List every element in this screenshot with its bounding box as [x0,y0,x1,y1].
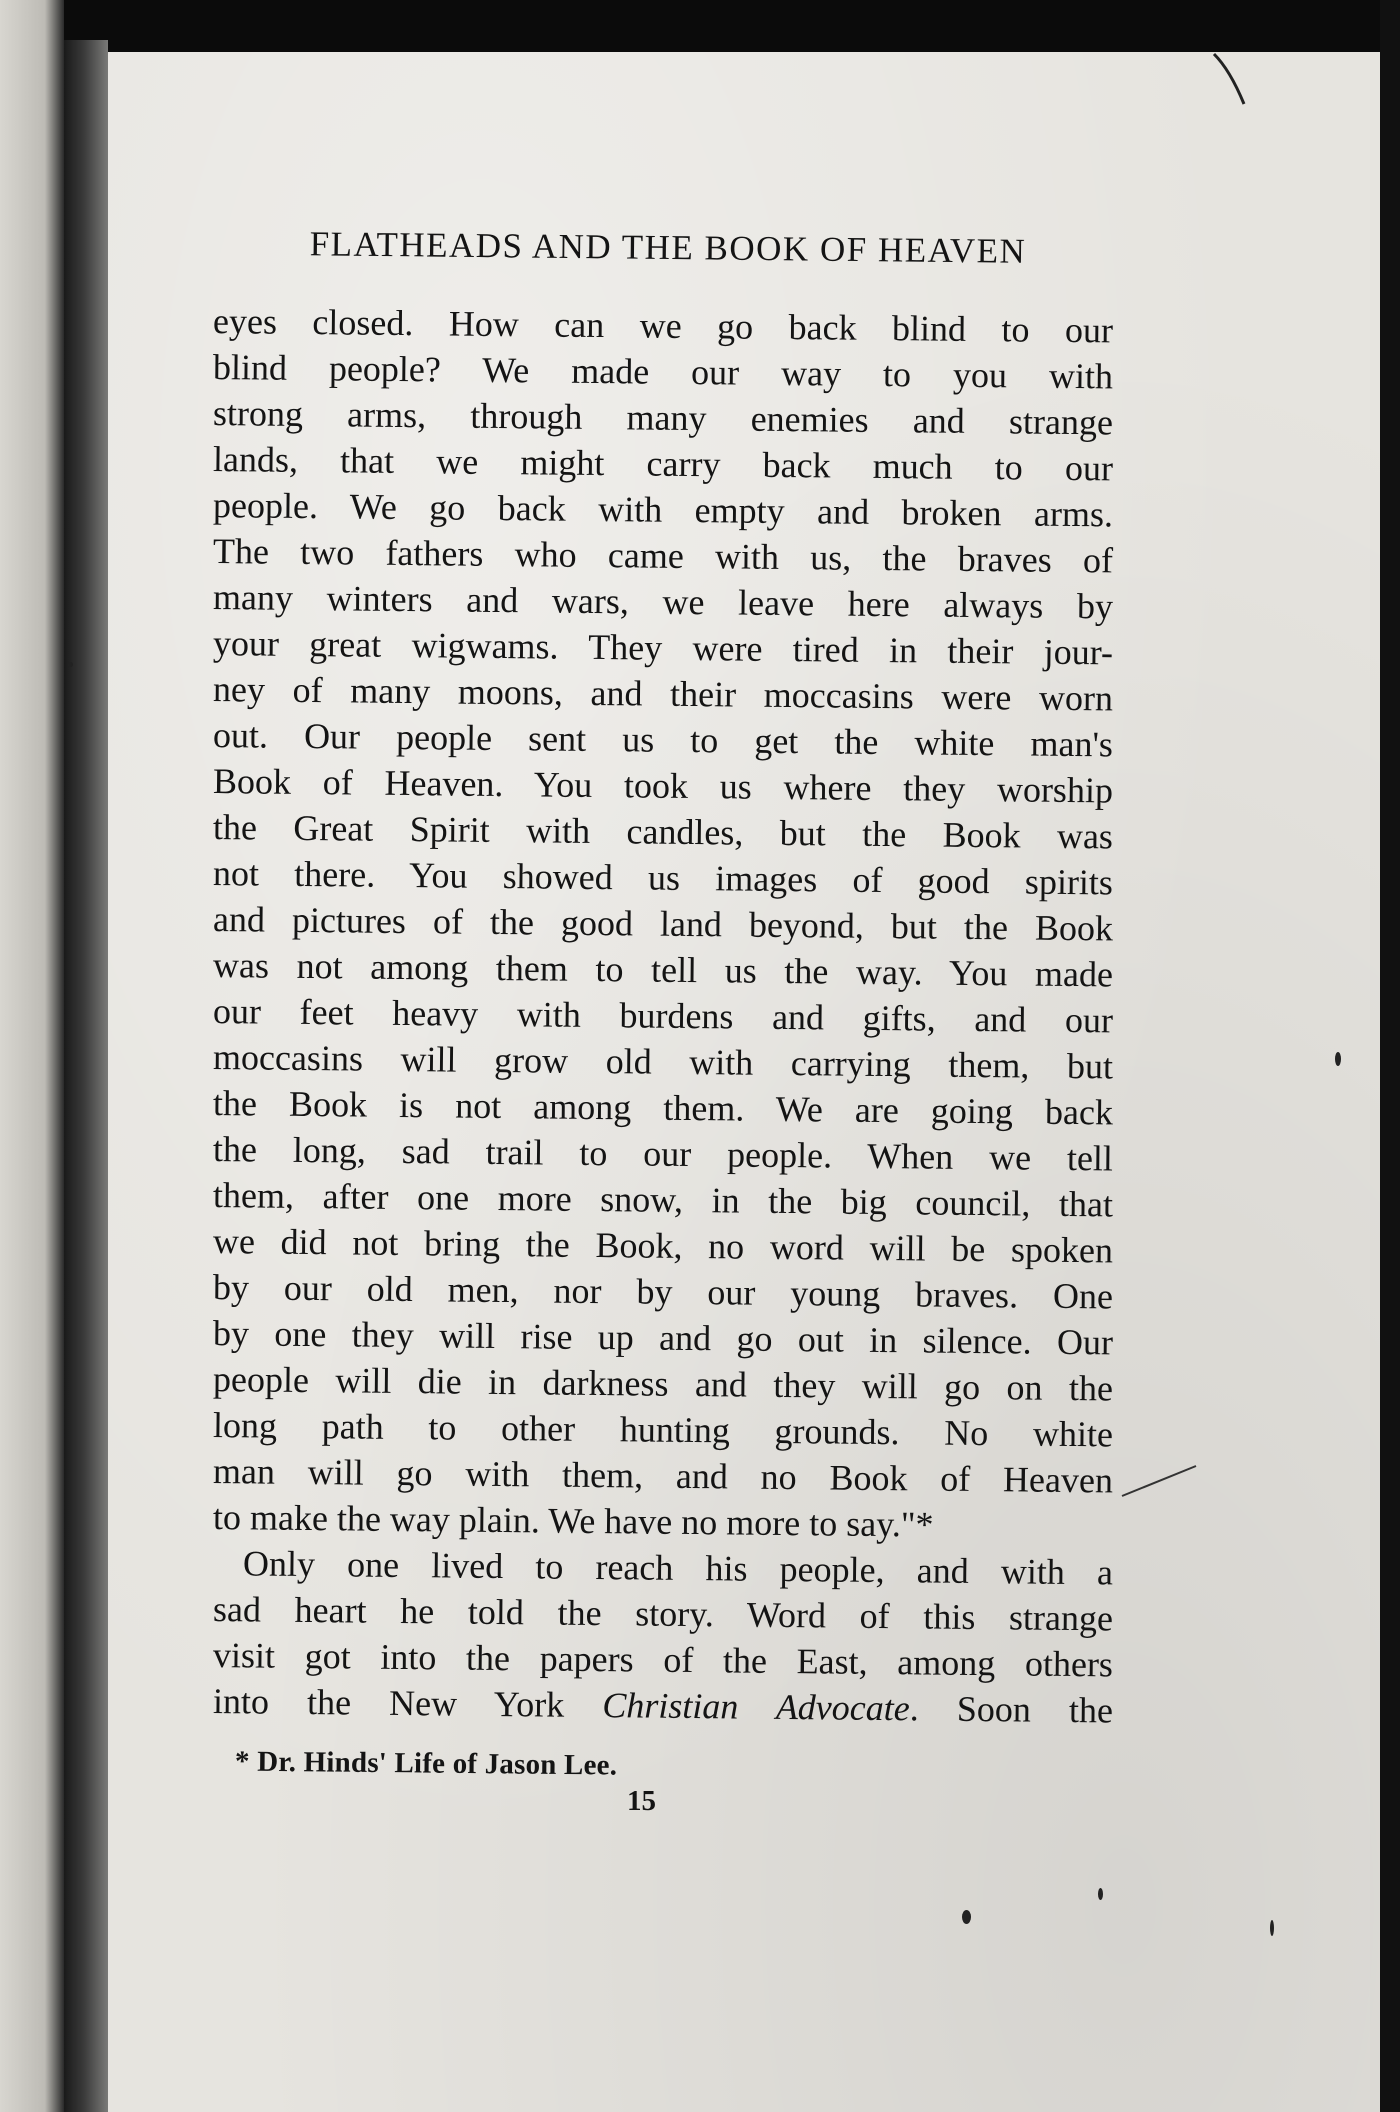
running-head: FLATHEADS AND THE BOOK OF HEAVEN [309,224,1027,271]
text-fragment: . Soon the [909,1688,1114,1731]
text-line: people. We go back with empty and broken arms. [212,485,1114,535]
page-number: 15 [627,1785,656,1817]
text-line: The two fathers who came with us, the braves of [212,531,1114,581]
dust-speck [68,662,73,667]
dust-speck [1270,1920,1274,1936]
page-text [212,224,1114,1818]
text-line: Only one lived to reach his people, and with a [242,1543,1114,1593]
text-line: visit got into the papers of the East, among others [212,1635,1114,1685]
text-line: to make the way plain. We have no more to say."* [212,1497,934,1545]
text-line: the long, sad trail to our people. When we tell [212,1129,1114,1179]
text-fragment: into the New York [212,1681,603,1726]
text-line: them, after one more snow, in the big council, that [212,1175,1114,1225]
italic-title: Christian Advocate [602,1685,910,1729]
text-line: people will die in darkness and they will go on the [212,1359,1114,1409]
paragraph-speech [212,298,1114,1545]
text-line: many winters and wars, we leave here always by [212,577,1114,627]
dust-speck [1335,1052,1341,1066]
text-line: man will go with them, and no Book of Heaven [212,1451,1114,1501]
text-line: the Book is not among them. We are going back [212,1083,1114,1133]
text-line: out. Our people sent us to get the white man's [212,715,1114,765]
scan-top-border [0,0,1400,56]
text-line-with-italic [213,1678,1113,1733]
text-line: by one they will rise up and go out in silence. Our [212,1313,1114,1363]
dust-speck [1098,1888,1103,1900]
footnote: * Dr. Hinds' Life of Jason Lee. [234,1745,618,1782]
scan-right-border [1380,0,1400,2112]
binding-gutter-shadow [64,40,108,2112]
text-line: sad heart he told the story. Word of this strange [212,1589,1114,1639]
text-line: blind people? We made our way to you with [212,347,1114,397]
text-line: eyes closed. How can we go back blind to our [212,301,1114,351]
text-line: long path to other hunting grounds. No white [212,1405,1114,1455]
text-line: by our old men, nor by our young braves. One [212,1267,1114,1317]
text-line: moccasins will grow old with carrying them, but [212,1037,1114,1087]
text-line: your great wigwams. They were tired in their jour- [212,623,1114,673]
text-line: the Great Spirit with candles, but the Book was [212,807,1114,857]
paragraph-narrative [212,1540,1114,1731]
text-line: our feet heavy with burdens and gifts, and our [212,991,1114,1041]
text-line: was not among them to tell us the way. You made [212,945,1114,995]
text-line: ney of many moons, and their moccasins were worn [212,669,1114,719]
text-line: and pictures of the good land beyond, but the Book [212,899,1114,949]
dust-speck [962,1910,971,1924]
text-line: not there. You showed us images of good spirits [212,853,1114,903]
facing-page-edge [0,0,64,2112]
text-line: we did not bring the Book, no word will be spoken [212,1221,1114,1271]
text-line: strong arms, through many enemies and strange [212,393,1114,443]
text-line: Book of Heaven. You took us where they worship [212,761,1114,811]
text-line: lands, that we might carry back much to our [212,439,1114,489]
